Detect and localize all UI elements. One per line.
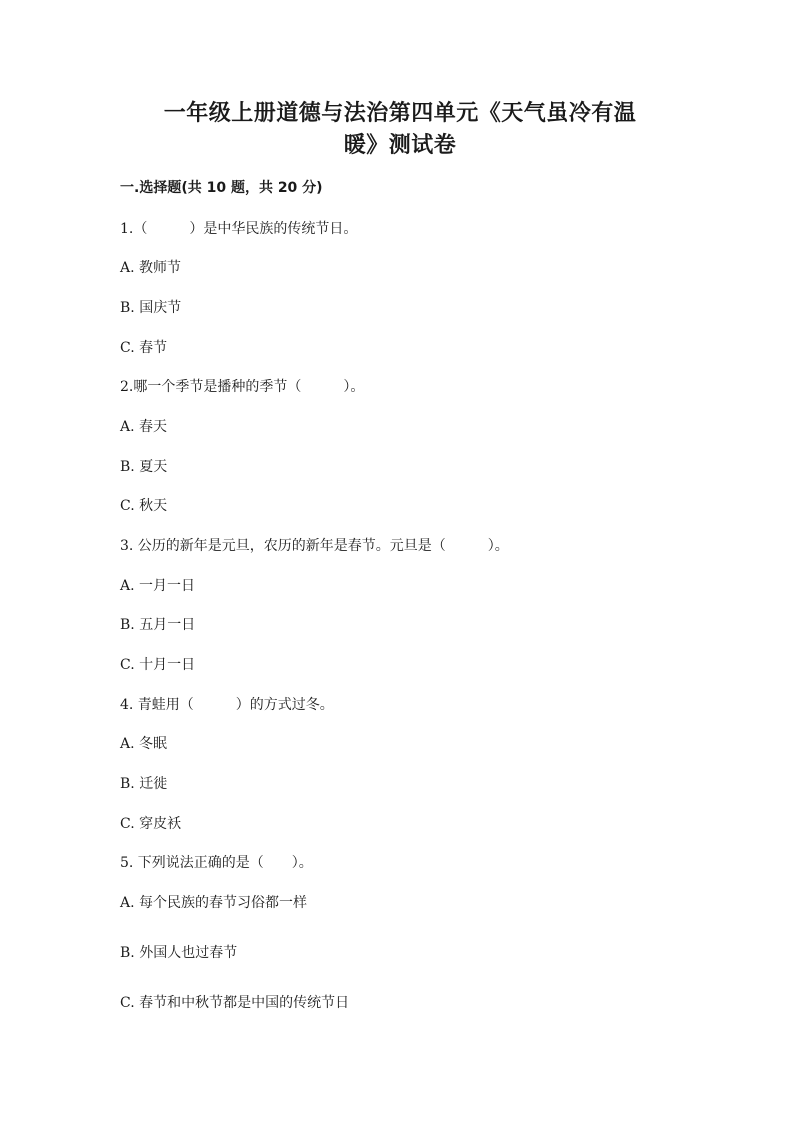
question-2-option-a: A. 春天	[120, 419, 168, 435]
question-2-option-c: C. 秋天	[120, 498, 168, 514]
question-1-option-b: B. 国庆节	[120, 300, 182, 316]
question-4-stem: 4. 青蛙用（ ）的方式过冬。	[120, 697, 334, 713]
question-5-stem: 5. 下列说法正确的是（ ）。	[120, 855, 313, 871]
question-1-option-c: C. 春节	[120, 340, 168, 356]
question-5-option-c: C. 春节和中秋节都是中国的传统节日	[120, 995, 350, 1011]
question-3-option-c: C. 十月一日	[120, 657, 196, 673]
question-4-option-c: C. 穿皮袄	[120, 816, 182, 832]
section-header: 一.选择题(共 10 题，共 20 分)	[120, 180, 323, 196]
question-2-stem: 2.哪一个季节是播种的季节（ ）。	[120, 379, 365, 395]
question-3-option-b: B. 五月一日	[120, 617, 196, 633]
question-1-option-a: A. 教师节	[120, 260, 182, 276]
page-title-line-1: 一年级上册道德与法治第四单元《天气虽冷有温	[163, 101, 637, 126]
question-2-option-b: B. 夏天	[120, 459, 168, 475]
question-3-option-a: A. 一月一日	[120, 578, 196, 594]
question-4-option-b: B. 迁徙	[120, 776, 168, 792]
question-5-option-b: B. 外国人也过春节	[120, 945, 238, 961]
question-3-stem: 3. 公历的新年是元旦，农历的新年是春节。元旦是（ ）。	[120, 538, 509, 554]
page-title-line-2: 暖》测试卷	[343, 133, 457, 158]
question-5-option-a: A. 每个民族的春节习俗都一样	[120, 895, 308, 911]
question-1-stem: 1.（ ）是中华民族的传统节日。	[120, 221, 358, 237]
question-4-option-a: A. 冬眠	[120, 736, 168, 752]
